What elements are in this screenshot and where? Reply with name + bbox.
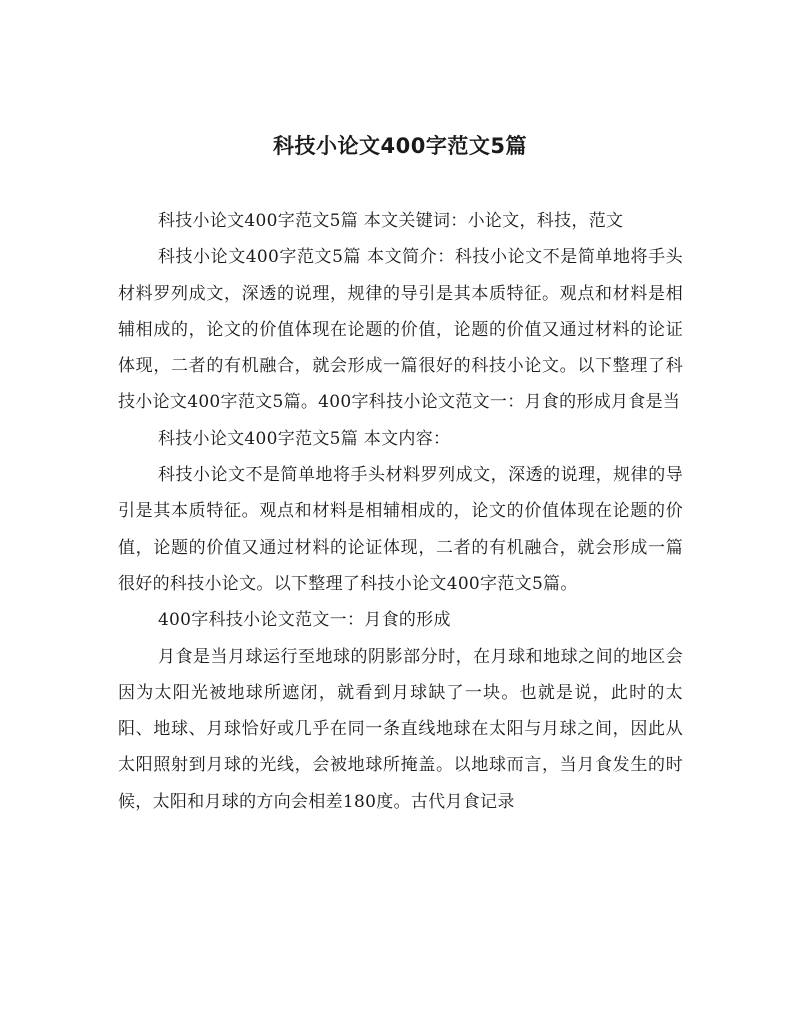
section-heading: 400字科技小论文范文一：月食的形成 — [157, 610, 451, 631]
document-title: 科技小论文400字范文5篇 — [273, 134, 527, 158]
intro-paragraph: 科技小论文不是简单地将手头材料罗列成文，深透的说理，规律的导引是其本质特征。观点和材料是相辅相成的，论文的价值体现在论题的价值，论题的价值又通过材料的论证体现，二者的有机融合，就会形成一篇很好的科技小论文。以下整理了科技小论文400字范文5篇。 — [118, 465, 683, 594]
document-body — [118, 203, 683, 820]
content-heading-paragraph: 科技小论文400字范文5篇 本文内容： — [157, 428, 451, 449]
summary-paragraph: 科技小论文400字范文5篇 本文简介：科技小论文不是简单地将手头材料罗列成文，深透的说理，规律的导引是其本质特征。观点和材料是相辅相成的，论文的价值体现在论题的价值，论题的价值又通过材料的论证体现，二者的有机融合，就会形成一篇很好的科技小论文。以下整理了科技小论文400字范文5篇。400字科技小论文范文一：月食的形成月食是当 — [118, 247, 683, 413]
keywords-paragraph: 科技小论文400字范文5篇 本文关键词：小论文，科技，范文 — [157, 211, 624, 231]
lunar-eclipse-paragraph: 月食是当月球运行至地球的阴影部分时，在月球和地球之间的地区会因为太阳光被地球所遮闭，就看到月球缺了一块。也就是说，此时的太阳、地球、月球恰好或几乎在同一条直线地球在太阳与月球之间，因此从太阳照射到月球的光线，会被地球所掩盖。以地球而言，当月食发生的时候，太阳和月球的方向会相差180度。古代月食记录 — [118, 646, 683, 812]
